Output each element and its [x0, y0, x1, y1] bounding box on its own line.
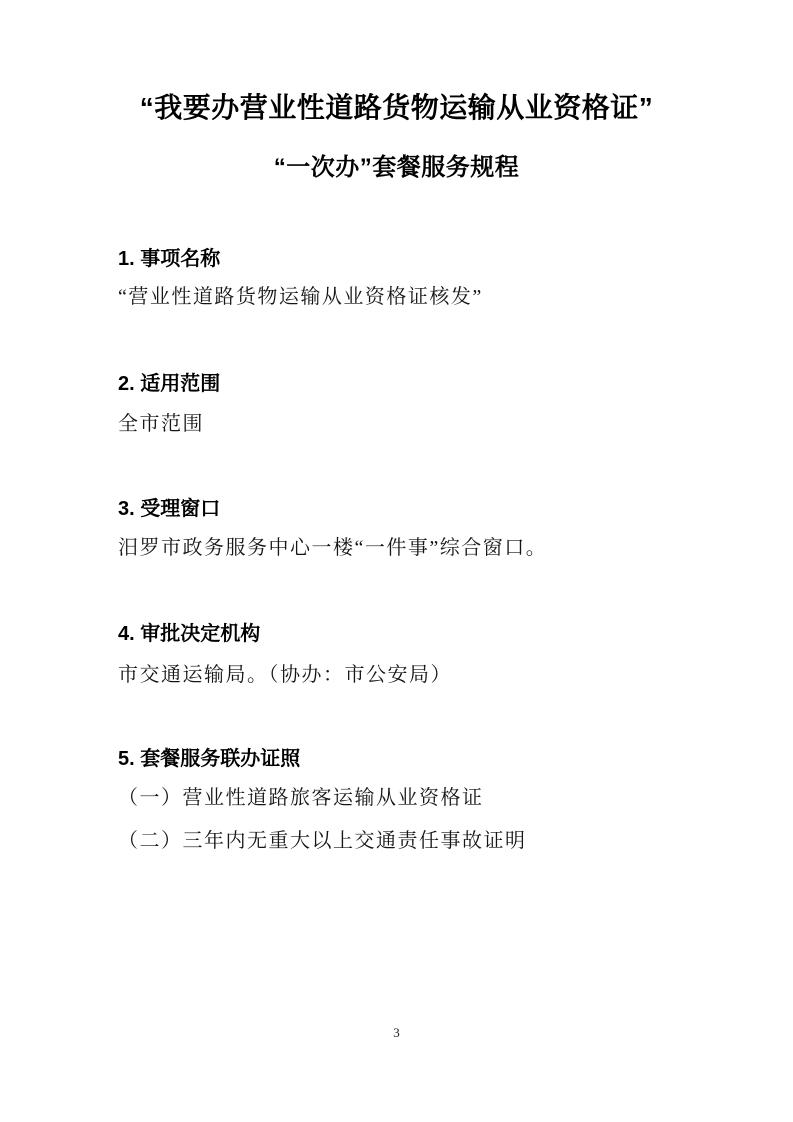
section-5-body-item-2: （二）三年内无重大以上交通责任事故证明	[118, 830, 527, 852]
section-5-body-item-1: （一）营业性道路旅客运输从业资格证	[118, 787, 484, 809]
section-2-heading: 2. 适用范围	[118, 373, 221, 395]
page-number: 3	[393, 1025, 400, 1040]
doc-title-line1: “我要办营业性道路货物运输从业资格证”	[139, 92, 654, 123]
section-4-body: 市交通运输局。（协办：市公安局）	[118, 664, 452, 686]
section-3-body: 汨罗市政务服务中心一楼“一件事”综合窗口。	[118, 537, 548, 559]
section-3-heading: 3. 受理窗口	[118, 498, 221, 520]
doc-title-line2: “一次办”套餐服务规程	[273, 154, 520, 181]
section-2-body: 全市范围	[118, 413, 204, 435]
section-4-heading: 4. 审批决定机构	[118, 623, 261, 645]
section-1-body: “营业性道路货物运输从业资格证核发”	[118, 286, 483, 308]
section-1-heading: 1. 事项名称	[118, 248, 221, 270]
section-5-heading: 5. 套餐服务联办证照	[118, 748, 301, 770]
